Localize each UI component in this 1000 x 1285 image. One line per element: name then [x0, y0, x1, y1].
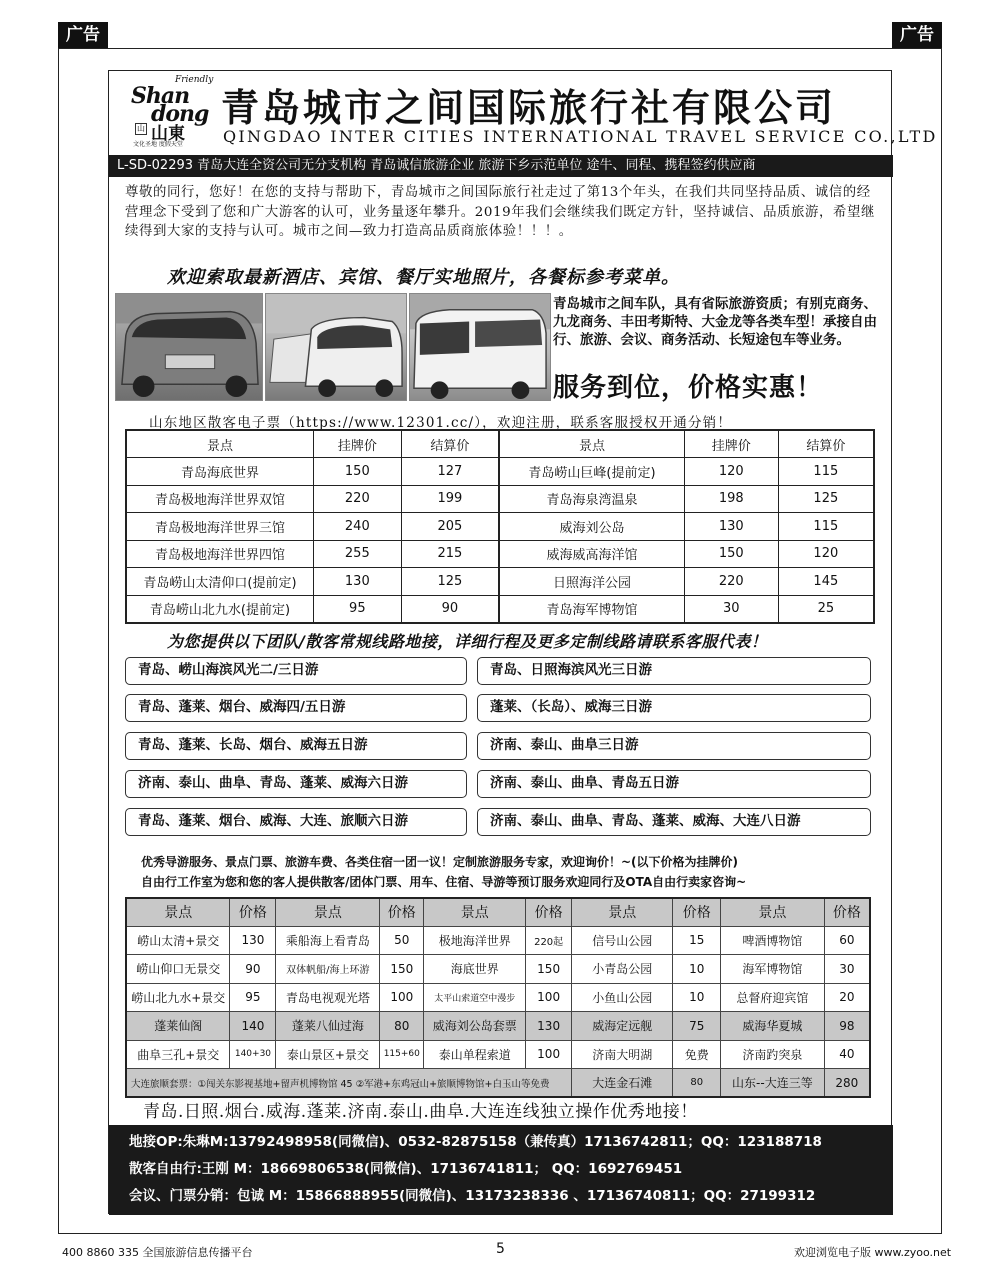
- table-cell: 40: [824, 1040, 870, 1069]
- fleet-description: 青岛城市之间车队，具有省际旅游资质；有别克商务、九龙商务、丰田考斯特、大金龙等各类车型！承接自由行、旅游、会议、商务活动、长短途包车等业务。: [553, 296, 877, 348]
- footer-hotline: 400 8860 335 全国旅游信息传播平台: [62, 1246, 253, 1259]
- route-item: 青岛、日照海滨风光三日游: [477, 657, 871, 685]
- table-cell: 威海刘公岛套票: [424, 1012, 526, 1041]
- table-cell: 150: [313, 458, 401, 486]
- route-item: 青岛、蓬莱、烟台、威海四/五日游: [125, 694, 467, 722]
- table-cell: 80: [673, 1069, 721, 1098]
- footer-website: 欢迎浏览电子版 www.zyoo.net: [794, 1246, 952, 1259]
- column-header: 结算价: [401, 430, 499, 458]
- column-header: 景点: [721, 898, 825, 926]
- table-cell: 海军博物馆: [721, 955, 825, 984]
- ad-label-left: 广告: [58, 22, 108, 48]
- table-cell: 崂山太清+景交: [126, 926, 230, 955]
- logo-shandong-text: 山東: [151, 124, 185, 144]
- table-cell: 130: [230, 926, 276, 955]
- table-cell: 双体帆船/海上环游: [276, 955, 380, 984]
- table-cell: 140: [230, 1012, 276, 1041]
- column-header: 价格: [526, 898, 572, 926]
- table-cell: 20: [824, 983, 870, 1012]
- table-cell: 信号山公园: [572, 926, 673, 955]
- table-cell: 青岛极地海洋世界三馆: [126, 513, 313, 541]
- table-row: [126, 1040, 870, 1069]
- table-cell: 100: [380, 983, 424, 1012]
- route-item: 济南、泰山、曲阜、青岛、蓬莱、威海、大连八日游: [477, 808, 871, 836]
- table-cell: 10: [673, 955, 721, 984]
- table-cell: 青岛崂山巨峰(提前定): [499, 458, 684, 486]
- table-row: [126, 595, 874, 623]
- table-cell: 30: [684, 595, 778, 623]
- contact-ticket-distribution: 会议、门票分销：包诚 M：15866888955(同微信)、13173238336 、17136740811；QQ：27199312: [129, 1188, 816, 1204]
- route-item: 济南、泰山、曲阜、青岛五日游: [477, 770, 871, 798]
- column-header: 价格: [824, 898, 870, 926]
- logo-slogan: 文化圣地 度假天堂: [133, 141, 183, 148]
- table-row: [126, 458, 874, 486]
- table-cell: 青岛海泉湾温泉: [499, 485, 684, 513]
- table-cell: 小鱼山公园: [572, 983, 673, 1012]
- table-cell: 100: [526, 983, 572, 1012]
- table-cell: 80: [380, 1012, 424, 1041]
- column-header: 景点: [276, 898, 380, 926]
- service-note: 优秀导游服务、景点门票、旅游车费、各类住宿一团一议！定制旅游服务专家，欢迎询价！~(以下价格为挂牌价): [141, 855, 739, 869]
- table-cell: 95: [230, 983, 276, 1012]
- logo-friendly-text: Friendly: [175, 75, 214, 85]
- route-item: 青岛、蓬莱、烟台、威海、大连、旅顺六日游: [125, 808, 467, 836]
- table-cell: 150: [380, 955, 424, 984]
- table-row: [126, 513, 874, 541]
- table-cell: 280: [824, 1069, 870, 1098]
- table-cell: 150: [526, 955, 572, 984]
- column-header: 结算价: [778, 430, 874, 458]
- table-cell: 青岛崂山北九水(提前定): [126, 595, 313, 623]
- table-cell: 威海定远舰: [572, 1012, 673, 1041]
- table-cell: 10: [673, 983, 721, 1012]
- table-cell: 15: [673, 926, 721, 955]
- table-cell: 130: [526, 1012, 572, 1041]
- column-header: 价格: [230, 898, 276, 926]
- table-cell: 泰山单程索道: [424, 1040, 526, 1069]
- table-header-row: [126, 430, 874, 458]
- table-cell: 曲阜三孔+景交: [126, 1040, 230, 1069]
- table-row: [126, 540, 874, 568]
- table-cell: 150: [684, 540, 778, 568]
- table-cell: 90: [230, 955, 276, 984]
- table-cell: 威海威高海洋馆: [499, 540, 684, 568]
- column-header: 景点: [424, 898, 526, 926]
- table-row: [126, 983, 870, 1012]
- route-heading: 为您提供以下团队/散客常规线路地接，详细行程及更多定制线路请联系客服代表！: [167, 632, 768, 651]
- table-cell: 威海刘公岛: [499, 513, 684, 541]
- ad-label-right: 广告: [892, 22, 942, 48]
- table-cell: 75: [673, 1012, 721, 1041]
- logo-seal-icon: 山: [137, 124, 145, 133]
- attraction-price-table: [125, 897, 871, 1098]
- table-cell: 255: [313, 540, 401, 568]
- column-header: 挂牌价: [313, 430, 401, 458]
- table-row: [126, 1069, 870, 1098]
- table-cell: 220起: [526, 926, 572, 955]
- column-header: 挂牌价: [684, 430, 778, 458]
- table-cell: 215: [401, 540, 499, 568]
- route-item: 青岛、蓬莱、长岛、烟台、威海五日游: [125, 732, 467, 760]
- logo-dong-text: dong: [151, 101, 209, 127]
- table-cell: 130: [313, 568, 401, 596]
- table-cell: 青岛海军博物馆: [499, 595, 684, 623]
- eticket-note: 山东地区散客电子票（https://www.12301.cc/），欢迎注册，联系客服授权开通分销！: [149, 415, 733, 431]
- table-row: [126, 485, 874, 513]
- route-item: 蓬莱、（长岛）、威海三日游: [477, 694, 871, 722]
- contact-free-travel: 散客自由行:王刚 M：18669806538(同微信)、17136741811； QQ：1692769451: [129, 1161, 683, 1177]
- table-cell: 蓬莱八仙过海: [276, 1012, 380, 1041]
- table-row: [126, 926, 870, 955]
- company-name-cn: 青岛城市之间国际旅行社有限公司: [221, 86, 837, 130]
- route-item: 济南、泰山、曲阜、青岛、蓬莱、威海六日游: [125, 770, 467, 798]
- table-cell: 山东--大连三等: [721, 1069, 825, 1098]
- fleet-slogan: 服务到位，价格实惠！: [553, 373, 824, 403]
- table-cell: 青岛电视观光塔: [276, 983, 380, 1012]
- contact-ground-op: 地接OP:朱琳M:13792498958(同微信)、0532-82875158（兼传真）17136742811；QQ：123188718: [129, 1134, 822, 1150]
- table-cell: 95: [313, 595, 401, 623]
- table-row: [126, 568, 874, 596]
- table-cell: 120: [778, 540, 874, 568]
- table-cell: 乘船海上看青岛: [276, 926, 380, 955]
- table-cell: 小青岛公园: [572, 955, 673, 984]
- table-cell: 青岛崂山太清仰口(提前定): [126, 568, 313, 596]
- table-cell: 崂山北九水+景交: [126, 983, 230, 1012]
- column-header: 价格: [673, 898, 721, 926]
- table-cell: 240: [313, 513, 401, 541]
- photo-heading: 欢迎索取最新酒店、宾馆、餐厅实地照片，各餐标参考菜单。: [167, 267, 680, 288]
- minibus-fleet-photo: [265, 293, 407, 401]
- column-header: 景点: [499, 430, 684, 458]
- table-cell: 青岛极地海洋世界四馆: [126, 540, 313, 568]
- table-cell: 日照海洋公园: [499, 568, 684, 596]
- table-cell: 青岛极地海洋世界双馆: [126, 485, 313, 513]
- ticket-price-table: [125, 429, 875, 624]
- coaster-bus-photo: [409, 293, 551, 401]
- table-cell: 蓬莱仙阁: [126, 1012, 230, 1041]
- column-header: 景点: [126, 898, 230, 926]
- table-cell: 90: [401, 595, 499, 623]
- vehicle-photos: [115, 293, 551, 401]
- table-cell: 大连金石滩: [572, 1069, 673, 1098]
- table-cell: 220: [684, 568, 778, 596]
- table-cell: 海底世界: [424, 955, 526, 984]
- advertisement: [108, 70, 938, 1214]
- free-travel-note: 自由行工作室为您和您的客人提供散客/团体门票、用车、住宿、导游等预订服务欢迎同行及OTA自由行卖家咨询~: [141, 875, 747, 889]
- table-cell: 极地海洋世界: [424, 926, 526, 955]
- table-cell: 220: [313, 485, 401, 513]
- business-van-photo: [115, 293, 263, 401]
- table-cell: 130: [684, 513, 778, 541]
- table-cell: 济南大明湖: [572, 1040, 673, 1069]
- logo-shan-text: Shan: [131, 83, 190, 109]
- table-row: [126, 1012, 870, 1041]
- table-cell: 198: [684, 485, 778, 513]
- table-cell: 啤酒博物馆: [721, 926, 825, 955]
- table-cell: 50: [380, 926, 424, 955]
- table-cell: 145: [778, 568, 874, 596]
- table-cell: 115: [778, 513, 874, 541]
- intro-paragraph: 尊敬的同行，您好！在您的支持与帮助下，青岛城市之间国际旅行社走过了第13个年头，在我们共同坚持品质、诚信的经营理念下受到了您和广大游客的认可，业务量逐年攀升。2019年我们会继续我们既定方针，坚持诚信、品质旅游，希望继续得到大家的支持与认可。城市之间—致力打造高品质商旅体验！！！。: [125, 185, 875, 239]
- company-header: [109, 71, 938, 155]
- table-row: [126, 955, 870, 984]
- license-bar: L-SD-02293 青岛大连全资公司无分支机构 青岛诚信旅游企业 旅游下乡示范单位 途牛、同程、携程签约供应商: [109, 155, 893, 177]
- route-item: 济南、泰山、曲阜三日游: [477, 732, 871, 760]
- table-cell: 98: [824, 1012, 870, 1041]
- table-cell: 125: [778, 485, 874, 513]
- route-item: 青岛、崂山海滨风光二/三日游: [125, 657, 467, 685]
- table-cell: 总督府迎宾馆: [721, 983, 825, 1012]
- column-header: 景点: [572, 898, 673, 926]
- column-header: 景点: [126, 430, 313, 458]
- table-cell: 25: [778, 595, 874, 623]
- table-cell: 100: [526, 1040, 572, 1069]
- shandong-friendly-logo: [129, 75, 214, 148]
- table-cell: 205: [401, 513, 499, 541]
- table-cell: 免费: [673, 1040, 721, 1069]
- table-cell: 120: [684, 458, 778, 486]
- table-cell: 崂山仰口无景交: [126, 955, 230, 984]
- table-cell: 30: [824, 955, 870, 984]
- table-cell: 127: [401, 458, 499, 486]
- table-cell: 115: [778, 458, 874, 486]
- table-cell: 济南趵突泉: [721, 1040, 825, 1069]
- table-cell: 125: [401, 568, 499, 596]
- dalian-package-note: 大连旅顺套票：①闯关东影视基地+留声机博物馆 45 ②军港+东鸡冠山+旅顺博物馆+白玉山等免费: [126, 1069, 572, 1098]
- page-number: 5: [496, 1241, 505, 1257]
- contact-panel: [109, 1125, 893, 1215]
- table-cell: 太平山索道空中漫步: [424, 983, 526, 1012]
- table-cell: 199: [401, 485, 499, 513]
- table-header-row: [126, 898, 870, 926]
- table-cell: 60: [824, 926, 870, 955]
- column-header: 价格: [380, 898, 424, 926]
- table-cell: 泰山景区+景交: [276, 1040, 380, 1069]
- table-cell: 115+60: [380, 1040, 424, 1069]
- table-cell: 威海华夏城: [721, 1012, 825, 1041]
- table-cell: 青岛海底世界: [126, 458, 313, 486]
- table-cell: 140+30: [230, 1040, 276, 1069]
- company-name-en: QINGDAO INTER CITIES INTERNATIONAL TRAVEL SERVICE CO.,LTD: [223, 127, 938, 146]
- cities-line: 青岛.日照.烟台.威海.蓬莱.济南.泰山.曲阜.大连连线独立操作优秀地接！: [143, 1102, 698, 1122]
